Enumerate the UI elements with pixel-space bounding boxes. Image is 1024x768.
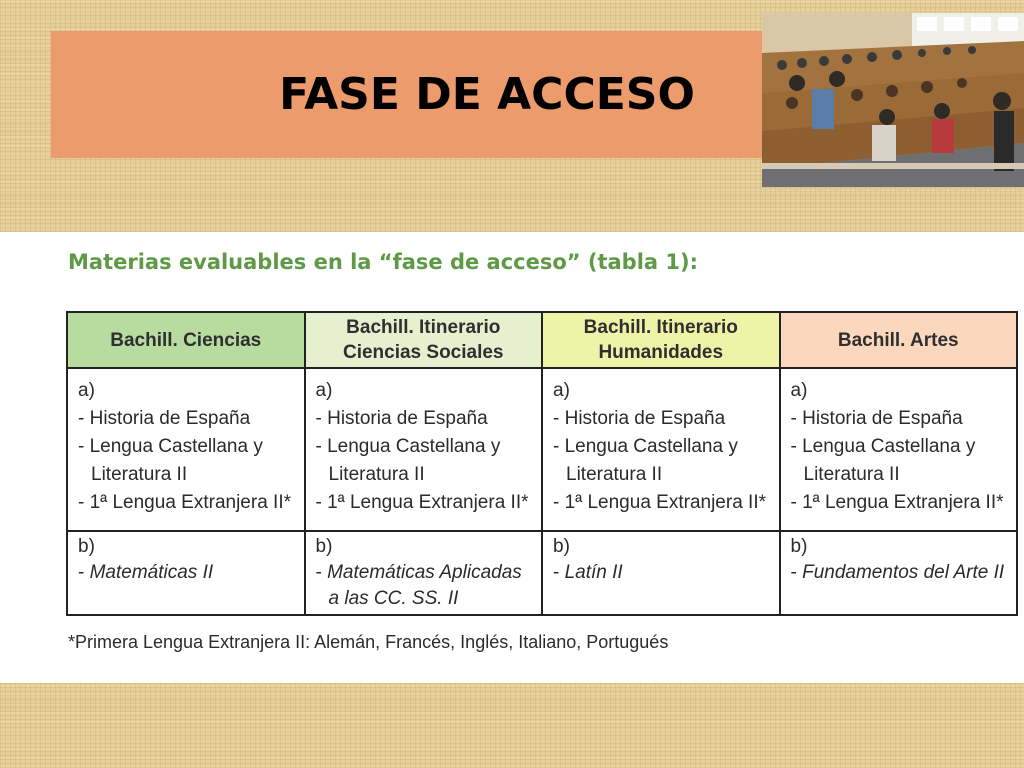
- subject-item: - Lengua Castellana y: [790, 436, 976, 457]
- header-line: Bachill. Artes: [837, 329, 959, 351]
- subject-item: - Lengua Castellana y: [78, 436, 263, 457]
- lecture-hall-photo: [762, 13, 1024, 187]
- cell-a-ciencias: [67, 368, 305, 531]
- subject-item: - Lengua Castellana y: [315, 436, 501, 457]
- row-label: b): [315, 536, 333, 557]
- slide-title: FASE DE ACCESO: [279, 69, 695, 120]
- subject-item: [791, 560, 1007, 586]
- header-ciencias-sociales: [305, 312, 543, 368]
- subject-text: Fundamentos del Arte II: [802, 562, 1005, 583]
- row-label: a): [315, 380, 333, 401]
- row-label: b): [78, 536, 95, 557]
- title-band: [51, 31, 763, 158]
- cell-b-artes: [780, 531, 1018, 615]
- subjects-table: [66, 311, 1018, 616]
- cell-a-artes: [780, 368, 1018, 531]
- subject-item: - 1ª Lengua Extranjera II*: [553, 492, 766, 513]
- cell-a-humanidades: [542, 368, 780, 531]
- subject-item: Literatura II: [566, 464, 663, 485]
- header-line: Humanidades: [598, 342, 724, 363]
- dash: -: [790, 562, 803, 583]
- row-label: b): [790, 536, 808, 557]
- subject-item: a las CC. SS. II: [328, 588, 459, 609]
- cell-a-ciencias-sociales: [305, 368, 543, 531]
- dash: -: [78, 562, 90, 583]
- dash: -: [315, 562, 328, 583]
- header-ciencias: [67, 312, 305, 368]
- subject-item: - 1ª Lengua Extranjera II*: [78, 492, 291, 513]
- dash: -: [553, 562, 565, 583]
- cell-b-ciencias: [67, 531, 305, 615]
- subject-text: Matemáticas Aplicadas: [327, 562, 522, 583]
- subject-item: - Historia de España: [790, 408, 963, 429]
- subject-item: - Historia de España: [315, 408, 488, 429]
- table-caption: Materias evaluables en la “fase de acceso” (tabla 1):: [68, 250, 698, 274]
- subject-item: Literatura II: [328, 464, 425, 485]
- table-footnote: *Primera Lengua Extranjera II: Alemán, Francés, Inglés, Italiano, Portugués: [68, 632, 669, 652]
- header-humanidades: [542, 312, 780, 368]
- row-label: a): [553, 380, 570, 401]
- header-line: Bachill. Ciencias: [110, 329, 262, 351]
- subject-item: - 1ª Lengua Extranjera II*: [315, 492, 529, 513]
- header-line: Bachill. Itinerario: [346, 317, 501, 338]
- subject-text: Latín II: [564, 562, 623, 583]
- subject-item: - Historia de España: [553, 408, 726, 429]
- subject-item: - 1ª Lengua Extranjera II*: [790, 492, 1004, 513]
- header-line: Bachill. Itinerario: [583, 317, 738, 338]
- subject-item: - Lengua Castellana y: [553, 436, 738, 457]
- subject-text: Matemáticas II: [89, 562, 214, 583]
- header-line: Ciencias Sociales: [342, 342, 504, 363]
- table-header-row: [67, 312, 1017, 368]
- header-artes: [780, 312, 1018, 368]
- subject-item: [316, 560, 532, 586]
- subject-item: Literatura II: [803, 464, 900, 485]
- row-label: a): [78, 380, 95, 401]
- row-label: b): [553, 536, 570, 557]
- table-row-a: [67, 368, 1017, 531]
- subject-item: - Historia de España: [78, 408, 251, 429]
- row-label: a): [790, 380, 808, 401]
- subject-item: Literatura II: [91, 464, 188, 485]
- table-row-b: [67, 531, 1017, 615]
- cell-b-ciencias-sociales: [305, 531, 543, 615]
- subject-item: [553, 560, 769, 586]
- subject-item: [78, 560, 294, 586]
- cell-b-humanidades: [542, 531, 780, 615]
